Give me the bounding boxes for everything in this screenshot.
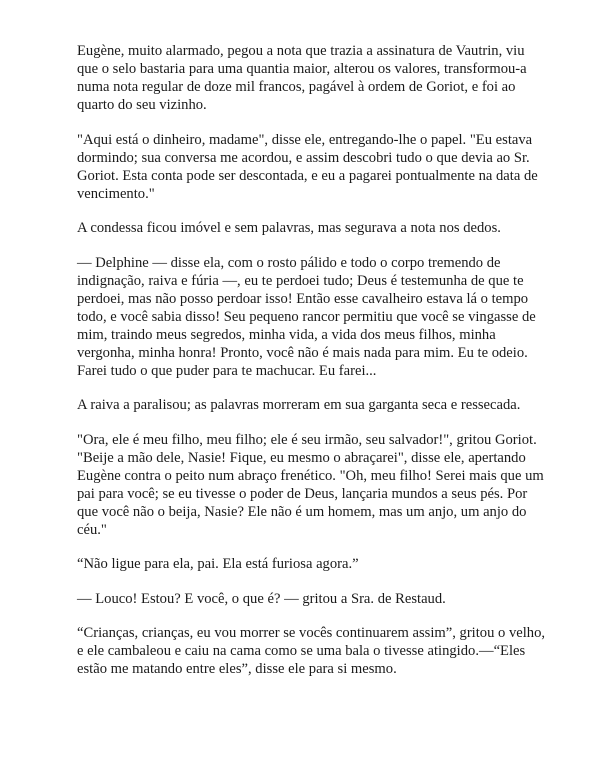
paragraph: Eugène, muito alarmado, pegou a nota que trazia a assinatura de Vautrin, viu que o selo bastaria para uma quantia maior, alterou os valores, transformou-a numa nota regular de doze mil francos, pagável à ordem de Goriot, e foi ao quarto do seu vizinho. (77, 43, 527, 113)
paragraph: “Não ligue para ela, pai. Ela está furiosa agora.” (77, 556, 359, 572)
paragraph: — Louco! Estou? E você, o que é? — gritou a Sra. de Restaud. (77, 590, 446, 607)
paragraph: A condessa ficou imóvel e sem palavras, mas segurava a nota nos dedos. (77, 220, 501, 236)
paragraph: “Crianças, crianças, eu vou morrer se vocês continuarem assim”, gritou o velho, e ele cambaleou e caiu na cama como se uma bala o tivesse atingido.—“Eles estão me matando entre eles”, disse ele para si mesmo. (77, 625, 546, 677)
paragraph: "Ora, ele é meu filho, meu filho; ele é seu irmão, seu salvador!", gritou Goriot. "Beije a mão dele, Nasie! Fique, eu mesmo o abraçarei", disse ele, apertando Eugène contra o peito num abraço frenético. "Oh, meu filho! Serei mais que um pai para você; se eu tivesse o poder de Deus, lançaria mundos a seus pés. Por que você não o beija, Nasie? Ele não é um homem, mas um anjo, um anjo do céu." (77, 431, 544, 538)
paragraph: "Aqui está o dinheiro, madame", disse ele, entregando-lhe o papel. "Eu estava dormindo; sua conversa me acordou, e assim descobri tudo o que devia ao Sr. Goriot. Esta conta pode ser descontada, e eu a pagarei pontualmente na data de vencimento." (77, 131, 538, 202)
paragraph: — Delphine — disse ela, com o rosto pálido e todo o corpo tremendo de indignação, raiva e fúria —, eu te perdoei tudo; Deus é testemunha de que te perdoei, mas não posso perdoar isso! Então esse cavalheiro estava lá o tempo todo, e você sabia disso! Seu pequeno rancor permitiu que você se vingasse de mim, traindo meus segredos, minha vida, a vida dos meus filhos, minha vergonha, minha honra! Pronto, você não é mais nada para mim. Eu te odeio. Farei tudo o que puder para te machucar. Eu farei... (77, 254, 536, 379)
document-body (77, 42, 547, 695)
paragraph: A raiva a paralisou; as palavras morreram em sua garganta seca e ressecada. (77, 397, 521, 413)
